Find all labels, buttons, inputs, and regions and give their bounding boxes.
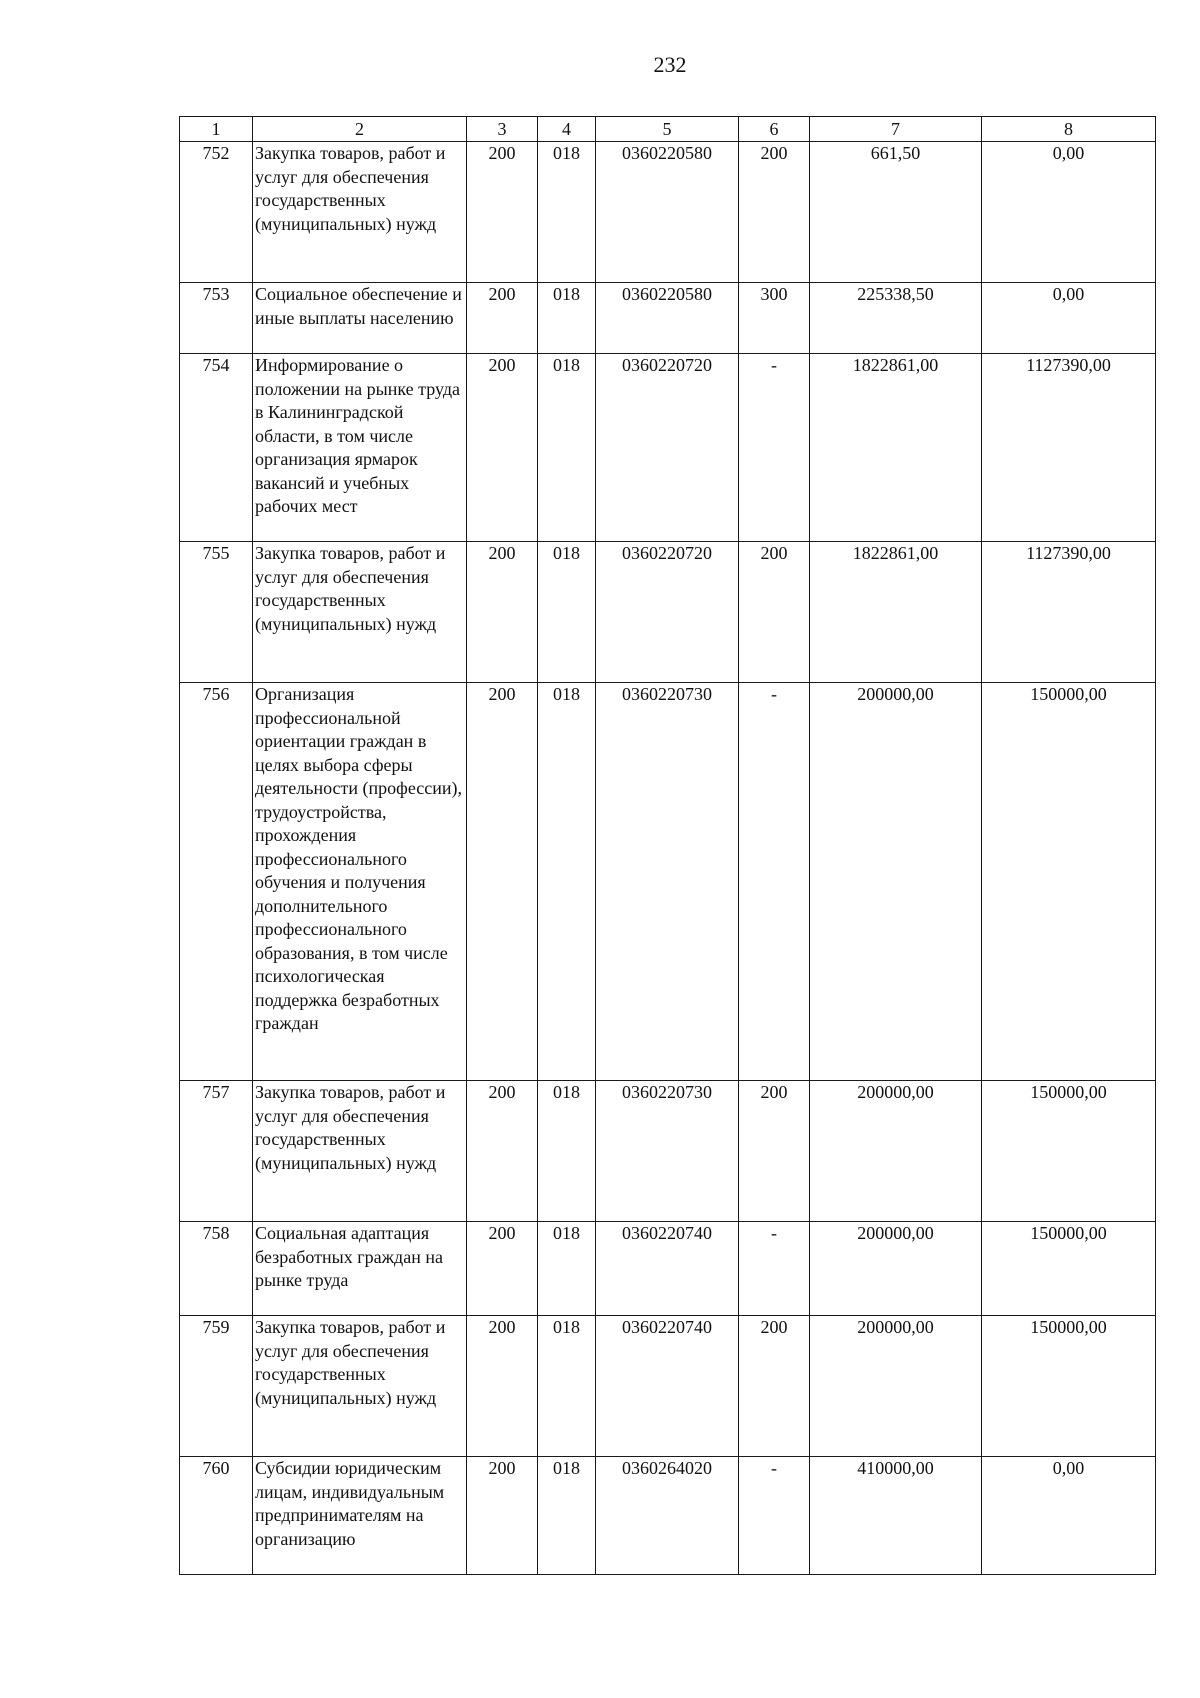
page-number: 232 bbox=[653, 52, 687, 77]
column-header: 4 bbox=[538, 117, 596, 142]
row-amount-col7: 200000,00 bbox=[810, 1081, 982, 1222]
row-amount-col8: 0,00 bbox=[982, 1457, 1156, 1575]
row-name: Субсидии юридическим лицам, индивидуальным предпринимателям на организацию bbox=[253, 1457, 467, 1575]
row-target-code: 0360220720 bbox=[596, 542, 739, 683]
row-number: 759 bbox=[180, 1316, 253, 1457]
row-section-code: 200 bbox=[467, 1316, 538, 1457]
row-amount-col7: 200000,00 bbox=[810, 1222, 982, 1316]
row-section-code: 200 bbox=[467, 1457, 538, 1575]
table-row bbox=[180, 1222, 1156, 1316]
row-target-code: 0360220730 bbox=[596, 683, 739, 1081]
row-subsection-code: 018 bbox=[538, 142, 596, 283]
row-amount-col8: 0,00 bbox=[982, 283, 1156, 354]
row-expense-type: 200 bbox=[739, 142, 810, 283]
row-expense-type: - bbox=[739, 1457, 810, 1575]
row-name: Социальная адаптация безработных граждан на рынке труда bbox=[253, 1222, 467, 1316]
row-amount-col7: 225338,50 bbox=[810, 283, 982, 354]
table-row bbox=[180, 1316, 1156, 1457]
table-row bbox=[180, 542, 1156, 683]
row-target-code: 0360220580 bbox=[596, 283, 739, 354]
row-amount-col8: 150000,00 bbox=[982, 1081, 1156, 1222]
table-row bbox=[180, 142, 1156, 283]
table-row bbox=[180, 1081, 1156, 1222]
row-target-code: 0360264020 bbox=[596, 1457, 739, 1575]
table-row bbox=[180, 1457, 1156, 1575]
row-number: 758 bbox=[180, 1222, 253, 1316]
row-number: 752 bbox=[180, 142, 253, 283]
row-name: Закупка товаров, работ и услуг для обеспечения государственных (муниципальных) нужд bbox=[253, 142, 467, 283]
column-header: 7 bbox=[810, 117, 982, 142]
budget-table bbox=[179, 116, 1156, 1575]
row-amount-col8: 1127390,00 bbox=[982, 542, 1156, 683]
row-target-code: 0360220720 bbox=[596, 354, 739, 542]
row-section-code: 200 bbox=[467, 683, 538, 1081]
row-expense-type: - bbox=[739, 683, 810, 1081]
row-amount-col8: 1127390,00 bbox=[982, 354, 1156, 542]
column-header: 1 bbox=[180, 117, 253, 142]
row-subsection-code: 018 bbox=[538, 354, 596, 542]
row-subsection-code: 018 bbox=[538, 1316, 596, 1457]
row-amount-col7: 200000,00 bbox=[810, 1316, 982, 1457]
row-target-code: 0360220740 bbox=[596, 1222, 739, 1316]
row-name: Социальное обеспечение и иные выплаты населению bbox=[253, 283, 467, 354]
row-subsection-code: 018 bbox=[538, 1081, 596, 1222]
row-section-code: 200 bbox=[467, 283, 538, 354]
row-amount-col7: 1822861,00 bbox=[810, 354, 982, 542]
column-header: 2 bbox=[253, 117, 467, 142]
row-subsection-code: 018 bbox=[538, 283, 596, 354]
row-name: Закупка товаров, работ и услуг для обеспечения государственных (муниципальных) нужд bbox=[253, 1081, 467, 1222]
row-target-code: 0360220580 bbox=[596, 142, 739, 283]
row-amount-col8: 0,00 bbox=[982, 142, 1156, 283]
row-subsection-code: 018 bbox=[538, 1457, 596, 1575]
row-expense-type: 200 bbox=[739, 542, 810, 683]
row-amount-col8: 150000,00 bbox=[982, 683, 1156, 1081]
row-expense-type: 200 bbox=[739, 1316, 810, 1457]
header-row bbox=[180, 117, 1156, 142]
row-amount-col7: 200000,00 bbox=[810, 683, 982, 1081]
row-section-code: 200 bbox=[467, 354, 538, 542]
row-amount-col7: 661,50 bbox=[810, 142, 982, 283]
row-amount-col8: 150000,00 bbox=[982, 1316, 1156, 1457]
table-row bbox=[180, 283, 1156, 354]
row-section-code: 200 bbox=[467, 542, 538, 683]
row-number: 754 bbox=[180, 354, 253, 542]
row-name: Закупка товаров, работ и услуг для обеспечения государственных (муниципальных) нужд bbox=[253, 1316, 467, 1457]
row-expense-type: - bbox=[739, 354, 810, 542]
row-name: Информирование о положении на рынке труда в Калининградской области, в том числе организация ярмарок вакансий и учебных рабочих мест bbox=[253, 354, 467, 542]
row-number: 757 bbox=[180, 1081, 253, 1222]
row-expense-type: - bbox=[739, 1222, 810, 1316]
row-subsection-code: 018 bbox=[538, 683, 596, 1081]
row-section-code: 200 bbox=[467, 1081, 538, 1222]
row-section-code: 200 bbox=[467, 1222, 538, 1316]
row-number: 753 bbox=[180, 283, 253, 354]
table-row bbox=[180, 354, 1156, 542]
row-number: 760 bbox=[180, 1457, 253, 1575]
column-header: 3 bbox=[467, 117, 538, 142]
row-amount-col8: 150000,00 bbox=[982, 1222, 1156, 1316]
row-target-code: 0360220730 bbox=[596, 1081, 739, 1222]
table-row bbox=[180, 683, 1156, 1081]
row-name: Организация профессиональной ориентации граждан в целях выбора сферы деятельности (профессии), трудоустройства, прохождения профессионального обучения и получения дополнительного профессионального образования, в том числе психологическая поддержка безработных граждан bbox=[253, 683, 467, 1081]
column-header: 8 bbox=[982, 117, 1156, 142]
row-name: Закупка товаров, работ и услуг для обеспечения государственных (муниципальных) нужд bbox=[253, 542, 467, 683]
row-amount-col7: 410000,00 bbox=[810, 1457, 982, 1575]
column-header: 5 bbox=[596, 117, 739, 142]
row-target-code: 0360220740 bbox=[596, 1316, 739, 1457]
row-number: 756 bbox=[180, 683, 253, 1081]
row-number: 755 bbox=[180, 542, 253, 683]
table-body bbox=[180, 117, 1156, 1575]
row-subsection-code: 018 bbox=[538, 1222, 596, 1316]
row-subsection-code: 018 bbox=[538, 542, 596, 683]
row-expense-type: 300 bbox=[739, 283, 810, 354]
column-header: 6 bbox=[739, 117, 810, 142]
row-section-code: 200 bbox=[467, 142, 538, 283]
row-amount-col7: 1822861,00 bbox=[810, 542, 982, 683]
row-expense-type: 200 bbox=[739, 1081, 810, 1222]
